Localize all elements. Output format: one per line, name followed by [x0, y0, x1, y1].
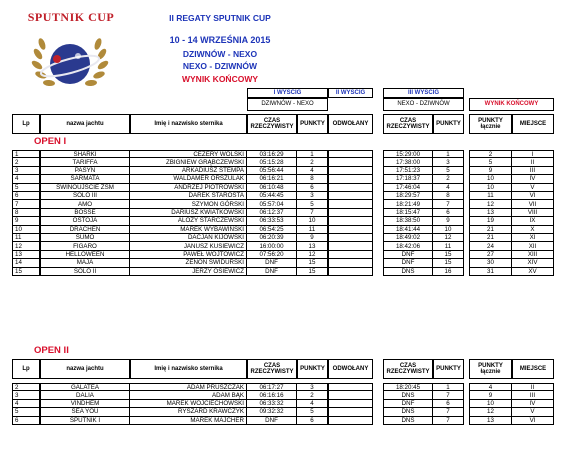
cell-points1: 5 [297, 408, 328, 416]
race1-label: I WYŚCIG [247, 88, 328, 98]
cell-points-total: 13 [469, 209, 512, 217]
route-two: NEXO - DZIWNÓW [182, 61, 258, 71]
cell-time3: 18:38:50 [383, 217, 433, 225]
open2-title: OPEN II [34, 345, 69, 356]
cell-lp: 6 [12, 417, 40, 425]
cell-time3: 15:29:00 [383, 150, 433, 158]
cell-skipper: DARIUSZ KWIATKOWSKI [130, 209, 247, 217]
col-time1: CZAS RZECZYWISTY [247, 114, 297, 134]
cell-cancelled [328, 391, 373, 399]
cell-yacht: FIGARO [40, 242, 130, 250]
cell-time1: 03:16:29 [247, 150, 297, 158]
col2-time1: CZAS RZECZYWISTY [247, 359, 297, 379]
cell-points-total: 12 [469, 408, 512, 416]
cell-skipper: ZBIGNIEW GRĄBCZEWSKI [130, 158, 247, 166]
cell-yacht: TARIFFA [40, 158, 130, 166]
cell-points3: 7 [433, 391, 464, 399]
cell-points1: 3 [297, 383, 328, 391]
route-one: DZIWNÓW - NEXO [182, 49, 258, 59]
cell-cancelled [328, 175, 373, 183]
col-cancelled: ODWOŁANY [328, 114, 373, 134]
cell-points3: 15 [433, 251, 464, 259]
cell-points3: 7 [433, 417, 464, 425]
cell-skipper: ADAM PRUSZCZAK [130, 383, 247, 391]
cell-place: XV [512, 268, 554, 276]
cell-yacht: BOSSE [40, 209, 130, 217]
cell-time3: 17:18:37 [383, 175, 433, 183]
cell-cancelled [328, 417, 373, 425]
cell-place: II [512, 158, 554, 166]
cell-time3: 18:42:06 [383, 242, 433, 250]
cell-points1: 13 [297, 242, 328, 250]
cell-time3: DNS [383, 408, 433, 416]
cell-place: IX [512, 217, 554, 225]
cell-lp: 2 [12, 158, 40, 166]
cell-skipper: RYSZARD KRAWCZYK [130, 408, 247, 416]
cell-skipper: ALOZY STARCZEWSKI [130, 217, 247, 225]
cell-time3: 18:29:57 [383, 192, 433, 200]
cell-yacht: SUMO [40, 234, 130, 242]
cell-time3: DNS [383, 417, 433, 425]
cell-points-total: 10 [469, 175, 512, 183]
cell-time1: 06:33:32 [247, 400, 297, 408]
cell-place: V [512, 184, 554, 192]
cell-points-total: 4 [469, 383, 512, 391]
col2-points1: PUNKTY [297, 359, 328, 379]
cell-time3: 17:38:00 [383, 158, 433, 166]
col2-cancelled: ODWOŁANY [328, 359, 373, 379]
cell-points-total: 31 [469, 268, 512, 276]
col2-points-total: PUNKTY łącznie [469, 359, 512, 379]
cell-cancelled [328, 150, 373, 158]
cell-time1: DNF [247, 268, 297, 276]
cell-lp: 15 [12, 268, 40, 276]
cell-place: VII [512, 200, 554, 208]
cell-points3: 6 [433, 209, 464, 217]
cell-skipper: MAREK MAJCHER [130, 417, 247, 425]
race3-route: NEXO - DZIWNÓW [383, 98, 464, 111]
cell-points3: 7 [433, 408, 464, 416]
cell-points3: 11 [433, 242, 464, 250]
cell-yacht: SOLO III [40, 192, 130, 200]
cell-points-total: 10 [469, 184, 512, 192]
race3-label: III WYŚCIG [383, 88, 464, 98]
cell-points1: 4 [297, 167, 328, 175]
cell-time1: DNF [247, 259, 297, 267]
col2-skipper: Imię i nazwisko sternika [130, 359, 247, 379]
col2-place: MIEJSCE [512, 359, 554, 379]
cell-yacht: VINDHEM [40, 400, 130, 408]
cell-yacht: SHARKI [40, 150, 130, 158]
cell-lp: 2 [12, 383, 40, 391]
cell-time3: DNF [383, 251, 433, 259]
cell-points3: 15 [433, 259, 464, 267]
cell-cancelled [328, 400, 373, 408]
cell-place: V [512, 408, 554, 416]
cell-points1: 1 [297, 150, 328, 158]
cell-lp: 9 [12, 217, 40, 225]
cell-points1: 15 [297, 259, 328, 267]
cell-lp: 6 [12, 192, 40, 200]
cell-points3: 4 [433, 184, 464, 192]
cell-points-total: 13 [469, 417, 512, 425]
cell-time3: 18:41:44 [383, 226, 433, 234]
cell-lp: 4 [12, 400, 40, 408]
col-points1: PUNKTY [297, 114, 328, 134]
cell-points3: 1 [433, 383, 464, 391]
cell-points1: 7 [297, 209, 328, 217]
race2-label: II WYŚCIG [328, 88, 373, 98]
cell-skipper: WALDAMER ORSZULAK [130, 175, 247, 183]
cell-skipper: JANUSZ KUSIEWICZ [130, 242, 247, 250]
cell-cancelled [328, 383, 373, 391]
cell-yacht: SEA YOU [40, 408, 130, 416]
open1-title: OPEN I [34, 136, 67, 147]
cell-points1: 11 [297, 226, 328, 234]
cell-time3: 18:49:02 [383, 234, 433, 242]
cell-points1: 6 [297, 184, 328, 192]
cell-lp: 12 [12, 242, 40, 250]
cell-cancelled [328, 234, 373, 242]
cell-cancelled [328, 192, 373, 200]
cell-points3: 9 [433, 217, 464, 225]
cell-cancelled [328, 184, 373, 192]
cell-points3: 2 [433, 175, 464, 183]
cell-yacht: AMO [40, 200, 130, 208]
cell-points1: 5 [297, 200, 328, 208]
cell-skipper: DAREK STAROSTA [130, 192, 247, 200]
col-skipper: Imię i nazwisko sternika [130, 114, 247, 134]
cell-lp: 13 [12, 251, 40, 259]
race1-route: DZIWNÓW - NEXO [247, 98, 328, 111]
cell-skipper: ZENON ŚWIDURSKI [130, 259, 247, 267]
cell-place: XIII [512, 251, 554, 259]
cell-place: VI [512, 192, 554, 200]
cell-skipper: DACJAN KIJOWSKI [130, 234, 247, 242]
cell-cancelled [328, 259, 373, 267]
cell-lp: 5 [12, 184, 40, 192]
col2-time3: CZAS RZECZYWISTY [383, 359, 433, 379]
cell-points3: 7 [433, 200, 464, 208]
cell-cancelled [328, 200, 373, 208]
cell-lp: 7 [12, 200, 40, 208]
cell-place: II [512, 383, 554, 391]
cell-yacht: DRACHEN [40, 226, 130, 234]
event-title: II REGATY SPUTNIK CUP [169, 13, 271, 23]
cell-cancelled [328, 242, 373, 250]
cell-time3: 17:51:23 [383, 167, 433, 175]
cell-points1: 2 [297, 391, 328, 399]
cell-cancelled [328, 217, 373, 225]
cell-points1: 6 [297, 417, 328, 425]
cell-points1: 2 [297, 158, 328, 166]
cell-time1: 06:10:48 [247, 184, 297, 192]
cell-time3: 18:20:45 [383, 383, 433, 391]
cell-time1: 05:56:44 [247, 167, 297, 175]
cell-yacht: PASYN [40, 167, 130, 175]
cell-skipper: PAWEŁ WOJTOWICZ [130, 251, 247, 259]
cell-time1: 06:54:25 [247, 226, 297, 234]
cell-cancelled [328, 268, 373, 276]
cell-points3: 12 [433, 234, 464, 242]
cell-skipper: JERZY OSIEWICZ [130, 268, 247, 276]
cell-lp: 5 [12, 408, 40, 416]
col-time3: CZAS RZECZYWISTY [383, 114, 433, 134]
cell-time3: 17:46:04 [383, 184, 433, 192]
cell-points-total: 30 [469, 259, 512, 267]
col2-lp: Lp [12, 359, 40, 379]
cell-points-total: 12 [469, 200, 512, 208]
cell-lp: 1 [12, 150, 40, 158]
cell-skipper: SZYMON GÓRSKI [130, 200, 247, 208]
cell-lp: 4 [12, 175, 40, 183]
cell-place: I [512, 150, 554, 158]
cell-place: III [512, 167, 554, 175]
cell-time1: 07:56:20 [247, 251, 297, 259]
cell-lp: 10 [12, 226, 40, 234]
col2-yacht: nazwa jachtu [40, 359, 130, 379]
cell-points3: 1 [433, 150, 464, 158]
final-result-label: WYNIK KOŃCOWY [469, 98, 554, 111]
logo-text: SPUTNIK CUP [27, 10, 115, 24]
cell-time1: 06:20:39 [247, 234, 297, 242]
cell-place: X [512, 226, 554, 234]
cell-points3: 10 [433, 226, 464, 234]
cell-points1: 8 [297, 175, 328, 183]
cell-yacht: GALATEA [40, 383, 130, 391]
cell-points-total: 21 [469, 226, 512, 234]
cell-yacht: ŚWINOUJŚCIE ZSM [40, 184, 130, 192]
cell-points-total: 5 [469, 158, 512, 166]
event-dates: 10 - 14 WRZEŚNIA 2015 [169, 35, 271, 45]
cell-yacht: DALIA [40, 391, 130, 399]
cell-time1: 05:44:45 [247, 192, 297, 200]
cell-yacht: SARMATA [40, 175, 130, 183]
cell-time3: 18:15:47 [383, 209, 433, 217]
cell-time1: 09:32:32 [247, 408, 297, 416]
cell-points1: 10 [297, 217, 328, 225]
cell-time1: 06:33:53 [247, 217, 297, 225]
cell-yacht: HELLOWEEN [40, 251, 130, 259]
cell-cancelled [328, 408, 373, 416]
cell-time1: 16:00:00 [247, 242, 297, 250]
cell-time1: 05:15:28 [247, 158, 297, 166]
cell-cancelled [328, 158, 373, 166]
cell-points-total: 10 [469, 400, 512, 408]
cell-points3: 5 [433, 167, 464, 175]
cell-time3: DNF [383, 259, 433, 267]
cell-points-total: 24 [469, 242, 512, 250]
cell-cancelled [328, 167, 373, 175]
cell-yacht: SOLO II [40, 268, 130, 276]
cell-place: IV [512, 400, 554, 408]
cell-place: III [512, 391, 554, 399]
cell-place: XII [512, 242, 554, 250]
cell-time3: DNF [383, 400, 433, 408]
col2-points3: PUNKTY [433, 359, 464, 379]
cell-points1: 15 [297, 268, 328, 276]
cell-points1: 3 [297, 192, 328, 200]
cell-yacht: OSTOJA [40, 217, 130, 225]
cell-lp: 8 [12, 209, 40, 217]
cell-skipper: ANDRZEJ PIOTROWSKI [130, 184, 247, 192]
cell-place: VI [512, 417, 554, 425]
cell-points3: 3 [433, 158, 464, 166]
cell-skipper: ADAM BĄK [130, 391, 247, 399]
cell-place: XIV [512, 259, 554, 267]
cell-points-total: 9 [469, 167, 512, 175]
cell-lp: 3 [12, 391, 40, 399]
cell-time1: 05:57:04 [247, 200, 297, 208]
cell-skipper: CEZERY WOLSKI [130, 150, 247, 158]
cell-points3: 6 [433, 400, 464, 408]
col-points-total: PUNKTY łącznie [469, 114, 512, 134]
cell-points-total: 2 [469, 150, 512, 158]
cell-place: IV [512, 175, 554, 183]
cell-points3: 8 [433, 192, 464, 200]
cell-yacht: MAJA [40, 259, 130, 267]
cell-lp: 11 [12, 234, 40, 242]
col-points3: PUNKTY [433, 114, 464, 134]
cell-time3: DNS [383, 391, 433, 399]
cell-points1: 9 [297, 234, 328, 242]
cell-time1: 06:12:37 [247, 209, 297, 217]
cell-cancelled [328, 251, 373, 259]
cell-skipper: MAREK WYBAWIŃSKI [130, 226, 247, 234]
cell-points-total: 9 [469, 391, 512, 399]
cell-points-total: 11 [469, 192, 512, 200]
cell-place: XI [512, 234, 554, 242]
cell-skipper: MAREK WOJCIECHOWSKI [130, 400, 247, 408]
cell-time1: 06:17:27 [247, 383, 297, 391]
col-place: MIEJSCE [512, 114, 554, 134]
cell-time1: 06:16:21 [247, 175, 297, 183]
cell-cancelled [328, 226, 373, 234]
cell-time1: DNF [247, 417, 297, 425]
cell-points-total: 27 [469, 251, 512, 259]
cell-lp: 3 [12, 167, 40, 175]
cell-points-total: 19 [469, 217, 512, 225]
cell-cancelled [328, 209, 373, 217]
cell-skipper: ARKADIUSZ STEMPA [130, 167, 247, 175]
cell-lp: 14 [12, 259, 40, 267]
col-yacht: nazwa jachtu [40, 114, 130, 134]
cell-points1: 4 [297, 400, 328, 408]
final-result-title: WYNIK KOŃCOWY [181, 74, 259, 84]
cell-time3: DNS [383, 268, 433, 276]
cell-yacht: SPUTNIK I [40, 417, 130, 425]
col-lp: Lp [12, 114, 40, 134]
cell-points3: 16 [433, 268, 464, 276]
cell-points1: 12 [297, 251, 328, 259]
cell-time1: 06:16:16 [247, 391, 297, 399]
cell-points-total: 21 [469, 234, 512, 242]
cell-place: VIII [512, 209, 554, 217]
cell-time3: 18:21:49 [383, 200, 433, 208]
